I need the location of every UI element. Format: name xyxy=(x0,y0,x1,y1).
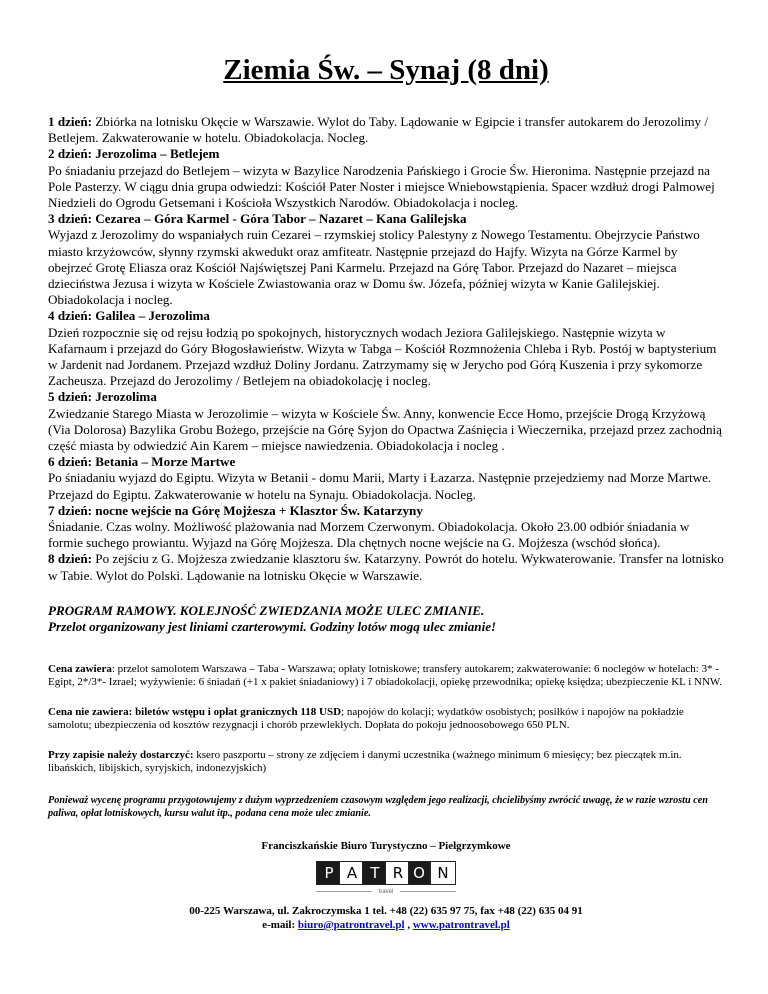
patron-travel-logo xyxy=(316,861,456,901)
organization-name: Franciszkańskie Biuro Turystyczno – Pielgrzymkowe xyxy=(261,839,511,852)
price-includes xyxy=(48,663,724,690)
day-6-heading xyxy=(48,454,724,470)
document-page xyxy=(48,0,724,932)
day-label: 4 dzień: xyxy=(48,308,93,324)
day-label: 2 dzień: xyxy=(48,146,93,162)
day-title: Galilea – Jerozolima xyxy=(95,308,210,324)
day-6-text: Po śniadaniu wyjazd do Egiptu. Wizyta w Betanii - domu Marii, Marty i Łazarza. Następnie przejedziemy nad Morze Martwe. Przejazd do Egiptu. Zakwaterowanie w hotelu na Synaju. Obiadokolacja. Nocleg. xyxy=(48,470,712,502)
notices xyxy=(48,603,724,636)
day-7-text: Śniadanie. Czas wolny. Możliwość plażowania nad Morzem Czerwonym. Obiadokolacja. Około 23.00 odbiór śniadania w formie suchego prowiantu. Wyjazd na Górę Mojżesza. Dla chętnych nocne wejście na G. Mojżesza (wschód słońca). xyxy=(48,519,690,551)
day-title: Jerozolima – Betlejem xyxy=(95,146,220,162)
required-documents xyxy=(48,749,724,776)
price-excludes-fees: : biletów wstępu i opłat granicznych 118 USD xyxy=(128,705,342,718)
price-excludes xyxy=(48,706,724,733)
day-4-text: Dzień rozpocznie się od rejsu łodzią po spokojnych, historycznych wodach Jeziora Galilejskiego. Następnie wizyta w Kafarnaum i przejazd do Góry Błogosławieństw. Wizyta w Tabga – Kościół Rozmnożenia Chleba i Ryb. Postój w baptysterium w Jardenit nad Jordanem. Przejazd wzdłuż Doliny Jordanu. Zatrzymamy się w Jerycho pod Górą Kuszenia i przy sykomorze Zacheusza. Przejazd do Jerozolimy / Betlejem na obiadokolację i nocleg. xyxy=(48,324,717,389)
program-notice: PROGRAM RAMOWY. KOLEJNOŚĆ ZWIEDZANIA MOŻE ULEC ZMIANIE. xyxy=(48,602,485,618)
logo-subtitle: travel xyxy=(372,888,400,896)
logo-letter: T xyxy=(362,861,388,885)
day-label: 7 dzień: xyxy=(48,502,93,518)
price-excludes-label: Cena nie zawiera xyxy=(48,705,129,718)
day-2-heading xyxy=(48,146,724,162)
email-link[interactable]: biuro@patrontravel.pl xyxy=(297,918,405,931)
price-includes-label: Cena zawiera xyxy=(48,662,112,675)
required-documents-text: ksero paszportu – strony ze zdjęciem i danymi uczestnika (ważnego minimum 6 miesięcy; bez pieczątek m.in. libańskich, libijskich, syryjskich, indonezyjskich) xyxy=(48,748,682,775)
day-label: 6 dzień: xyxy=(48,454,93,470)
website-link[interactable]: www.patrontravel.pl xyxy=(412,918,510,931)
footer xyxy=(48,839,724,932)
day-2-text: Po śniadaniu przejazd do Betlejem – wizyta w Bazylice Narodzenia Pańskiego i Grocie Św. Hieronima. Następnie przejazd na Pole Pasterzy. W ciągu dnia grupa odwiedzi: Kościół Pater Noster i miejsce Wniebowstąpienia. Spacer wzdłuż drogi Palmowej Niedzieli do Ogrodu Getsemani i Kościoła Wszystkich Narodów. Obiadokolacja i nocleg. xyxy=(48,162,715,211)
logo-letter: A xyxy=(339,861,365,885)
price-excludes-text: ; napojów do kolacji; wydatków osobistych; posiłków i napojów na pokładzie samolotu; ubezpieczenia od kosztów rezygnacji i chorób przewlekłych. Dopłata do pokoju jednoosobowego 650 PLN. xyxy=(48,705,684,732)
logo-letter: O xyxy=(408,861,430,885)
itinerary xyxy=(48,114,724,584)
day-title: Jerozolima xyxy=(95,389,157,405)
day-5-text: Zwiedzanie Starego Miasta w Jerozolimie – wizyta w Kościele Św. Anny, konwencie Ecce Homo, przejście Drogą Krzyżową (Via Dolorosa) Bazylika Grobu Bożego, przejście na Górę Syjon do Opactwa Zaśnięcia i Wieczernika, przejazd przez zachodnią część miasta by odwiedzić Ain Karem – miejsce nawiedzenia. Obiadokolacja i nocleg . xyxy=(48,405,722,454)
day-title: nocne wejście na Górę Mojżesza + Klasztor Św. Katarzyny xyxy=(95,502,423,518)
contact-line xyxy=(48,918,724,932)
logo-letter: R xyxy=(385,861,411,885)
day-text: Zbiórka na lotnisku Okęcie w Warszawie. Wylot do Taby. Lądowanie w Egipcie i transfer autokarem do Jerozolimy / Betlejem. Zakwaterowanie w hotelu. Obiadokolacja. Nocleg. xyxy=(48,114,709,146)
day-7-heading xyxy=(48,503,724,519)
page-title: Ziemia Św. – Synaj (8 dni) xyxy=(223,54,549,86)
day-3-text: Wyjazd z Jerozolimy do wspaniałych ruin Cezarei – rzymskiej stolicy Palestyny z Nowego Testamentu. Obejrzycie Państwo miasto krzyżowców, słynny rzymski akwedukt oraz amfiteatr. Następnie przejazd do Hajfy. Wizyta na Górze Karmel by obejrzeć Grotę Eliasza oraz Kościół Najświętszej Pani Karmelu. Przejazd na Górę Tabor. Przejazd do Nazaret – miejsca dzieciństwa Jezusa i wizyta w Kościele Zwiastowania oraz w Domu św. Józefa, później wizyta w Kanie Galilejskiej. Obiadokolacja i nocleg. xyxy=(48,227,700,308)
day-title: Betania – Morze Martwe xyxy=(95,454,236,470)
required-documents-label: Przy zapisie należy dostarczyć: xyxy=(48,748,194,761)
link-separator: , xyxy=(404,918,413,931)
email-label: e-mail: xyxy=(262,918,298,931)
logo-letter: N xyxy=(430,861,456,885)
postal-address: 00-225 Warszawa, ul. Zakroczymska 1 tel. +48 (22) 635 97 75, fax +48 (22) 635 04 91 xyxy=(189,904,583,917)
day-4-heading xyxy=(48,308,724,324)
day-title: Cezarea – Góra Karmel - Góra Tabor – Nazaret – Kana Galilejska xyxy=(95,211,467,227)
day-label: 1 dzień: xyxy=(48,114,93,129)
price-disclaimer: Ponieważ wycenę programu przygotowujemy z dużym wyprzedzeniem czasowym względem jego realizacji, chcielibyśmy zwrócić uwagę, że w razie wzrostu cen paliwa, opłat lotniskowych, kursu walut itp., podana cena może ulec zmianie. xyxy=(48,794,708,819)
price-includes-text: : przelot samolotem Warszawa – Taba - Warszawa; opłaty lotniskowe; transfery autokarem; zakwaterowanie: 6 noclegów w hotelach: 3* - Egipt, 2*/3*- Izrael; wyżywienie: 6 śniadań (+1 x pakiet śniadaniowy) i 7 obiadokolacji, opiekę przewodnika; opiekę księdza; ubezpieczenie KL i NNW. xyxy=(48,662,723,689)
day-5-heading xyxy=(48,389,724,405)
day-8 xyxy=(48,551,724,583)
logo-letter: P xyxy=(316,861,342,885)
day-3-heading xyxy=(48,211,724,227)
charter-notice: Przelot organizowany jest liniami czarterowymi. Godziny lotów mogą ulec zmianie! xyxy=(48,619,497,635)
day-label: 3 dzień: xyxy=(48,211,93,227)
day-1 xyxy=(48,114,724,146)
day-text: Po zejściu z G. Mojżesza zwiedzanie klasztoru św. Katarzyny. Powrót do hotelu. Wykwaterowanie. Transfer na lotnisko w Tabie. Wylot do Polski. Lądowanie na lotnisku Okęcie w Warszawie. xyxy=(48,551,724,583)
day-label: 5 dzień: xyxy=(48,389,93,405)
day-label: 8 dzień: xyxy=(48,551,93,567)
